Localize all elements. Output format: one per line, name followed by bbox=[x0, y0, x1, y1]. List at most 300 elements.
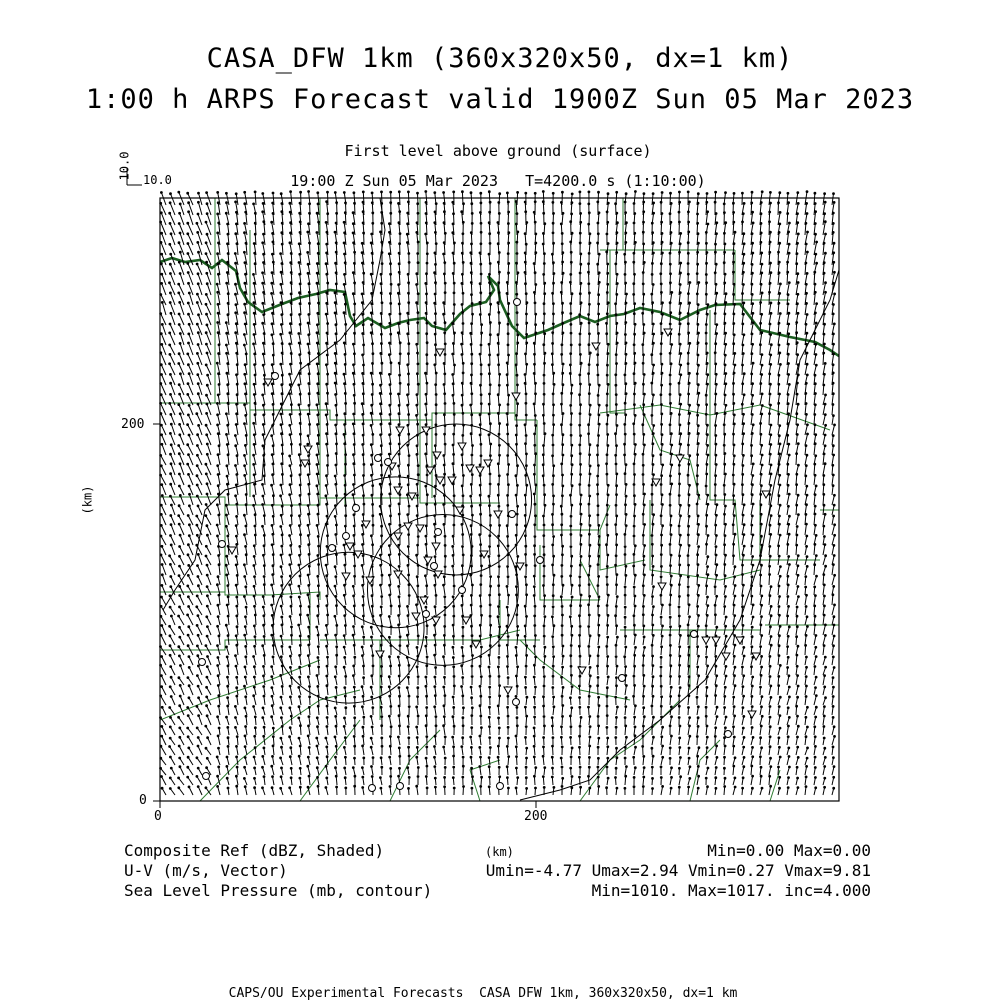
wind-vector-head bbox=[389, 313, 391, 315]
wind-vector-head bbox=[354, 565, 356, 567]
wind-vector-head bbox=[227, 596, 229, 598]
wind-vector-head bbox=[263, 333, 265, 335]
wind-vector-head bbox=[479, 314, 481, 316]
wind-vector-head bbox=[361, 626, 363, 628]
wind-vector-head bbox=[272, 645, 274, 647]
wind-vector-head bbox=[398, 586, 400, 588]
wind-vector-head bbox=[363, 716, 365, 718]
wind-vector-head bbox=[197, 403, 199, 405]
wind-vector-head bbox=[217, 263, 219, 265]
wind-vector-head bbox=[390, 191, 392, 193]
wind-vector-head bbox=[471, 454, 473, 456]
wind-vector bbox=[189, 657, 193, 665]
wind-vector-head bbox=[525, 554, 527, 556]
wind-vector bbox=[516, 545, 517, 555]
wind-vector-head bbox=[534, 302, 536, 304]
wind-vector-head bbox=[334, 312, 336, 314]
wind-vector bbox=[344, 595, 346, 605]
wind-vector-head bbox=[254, 777, 256, 779]
wind-vector-head bbox=[169, 354, 171, 356]
wind-vector-head bbox=[389, 404, 391, 406]
wind-vector-head bbox=[336, 786, 338, 788]
wind-vector-head bbox=[344, 364, 346, 366]
wind-vector-head bbox=[425, 191, 427, 193]
wind-vector-head bbox=[417, 544, 419, 546]
wind-vector-head bbox=[534, 433, 536, 435]
wind-vector-head bbox=[390, 202, 392, 204]
wind-vector-head bbox=[507, 253, 509, 255]
wind-vector bbox=[355, 203, 356, 215]
wind-vector-head bbox=[471, 223, 473, 225]
wind-vector-head bbox=[453, 615, 455, 617]
wind-vector-head bbox=[489, 201, 491, 203]
wind-vector-head bbox=[463, 475, 465, 477]
wind-vector-head bbox=[254, 233, 256, 235]
wind-vector bbox=[345, 213, 346, 225]
wind-vector-head bbox=[398, 203, 400, 205]
wind-vector-head bbox=[336, 495, 338, 497]
wind-vector-head bbox=[273, 495, 275, 497]
wind-vector bbox=[218, 666, 220, 676]
wind-vector-head bbox=[316, 626, 318, 628]
wind-vector bbox=[245, 405, 247, 415]
wind-vector bbox=[345, 304, 346, 315]
wind-vector-head bbox=[236, 785, 238, 787]
wind-vector-head bbox=[498, 384, 500, 386]
wind-vector-head bbox=[526, 584, 528, 586]
wind-vector-head bbox=[198, 314, 200, 316]
wind-vector-head bbox=[390, 736, 392, 738]
wind-vector bbox=[326, 486, 328, 496]
wind-vector-head bbox=[235, 584, 237, 586]
wind-vector-head bbox=[370, 626, 372, 628]
wind-vector-head bbox=[262, 445, 264, 447]
wind-vector bbox=[171, 424, 175, 435]
wind-vector-head bbox=[515, 201, 517, 203]
wind-vector-head bbox=[524, 625, 526, 627]
wind-vector-head bbox=[525, 475, 527, 477]
wind-vector-head bbox=[178, 575, 180, 577]
wind-vector-head bbox=[526, 484, 528, 486]
wind-vector-head bbox=[169, 323, 171, 325]
wind-vector-head bbox=[525, 665, 527, 667]
wind-vector-head bbox=[372, 485, 374, 487]
wind-vector-head bbox=[390, 768, 392, 770]
wind-vector-head bbox=[380, 615, 382, 617]
wind-vector-head bbox=[280, 363, 282, 365]
wind-vector-head bbox=[354, 745, 356, 747]
wind-vector-head bbox=[507, 656, 509, 658]
wind-vector-head bbox=[244, 596, 246, 598]
wind-vector-head bbox=[308, 373, 310, 375]
wind-vector-head bbox=[335, 767, 337, 769]
wind-vector-head bbox=[217, 535, 219, 537]
wind-vector-head bbox=[480, 243, 482, 245]
wind-vector bbox=[281, 515, 283, 525]
wind-vector-head bbox=[497, 412, 499, 414]
wind-vector-head bbox=[236, 596, 238, 598]
wind-vector-head bbox=[327, 465, 329, 467]
wind-vector bbox=[207, 606, 211, 615]
wind-vector-head bbox=[398, 615, 400, 617]
wind-vector-head bbox=[435, 725, 437, 727]
wind-vector-head bbox=[516, 262, 518, 264]
wind-vector-head bbox=[334, 707, 336, 709]
wind-vector-head bbox=[526, 342, 528, 344]
wind-vector bbox=[318, 635, 319, 645]
wind-vector-head bbox=[281, 243, 283, 245]
wind-vector-head bbox=[417, 474, 419, 476]
wind-vector-head bbox=[490, 455, 492, 457]
wind-vector bbox=[326, 565, 328, 575]
wind-vector-head bbox=[435, 344, 437, 346]
wind-vector bbox=[197, 446, 202, 456]
wind-vector bbox=[228, 315, 229, 325]
wind-vector-head bbox=[308, 334, 310, 336]
level-label: First level above ground (surface) bbox=[0, 144, 996, 159]
wind-vector-head bbox=[271, 716, 273, 718]
wind-vector-head bbox=[352, 767, 354, 769]
wind-vector-head bbox=[289, 384, 291, 386]
wind-vector-head bbox=[490, 443, 492, 445]
wind-vector-head bbox=[499, 271, 501, 273]
wind-vector-head bbox=[443, 253, 445, 255]
wind-vector-head bbox=[526, 465, 528, 467]
wind-vector-head bbox=[198, 715, 200, 717]
wind-vector-head bbox=[235, 727, 237, 729]
wind-vector-head bbox=[354, 474, 356, 476]
wind-vector-head bbox=[300, 725, 302, 727]
wind-vector-head bbox=[217, 474, 219, 476]
wind-vector-head bbox=[178, 453, 180, 455]
wind-vector-head bbox=[188, 786, 190, 788]
wind-vector-head bbox=[245, 211, 247, 213]
wind-vector-head bbox=[407, 212, 409, 214]
wind-vector-head bbox=[344, 274, 346, 276]
wind-vector-head bbox=[435, 394, 437, 396]
wind-vector-head bbox=[263, 675, 265, 677]
wind-vector bbox=[318, 354, 319, 366]
wind-vector-head bbox=[452, 444, 454, 446]
wind-vector-head bbox=[389, 594, 391, 596]
wind-vector-head bbox=[217, 253, 219, 255]
wind-vector bbox=[353, 676, 355, 685]
wind-vector-head bbox=[379, 393, 381, 395]
wind-vector-head bbox=[225, 212, 227, 214]
wind-vector-head bbox=[227, 615, 229, 617]
wind-vector-head bbox=[363, 503, 365, 505]
wind-vector-head bbox=[406, 233, 408, 235]
wind-vector-head bbox=[489, 737, 491, 739]
wind-vector-head bbox=[179, 413, 181, 415]
wind-vector-head bbox=[187, 634, 189, 636]
wind-vector-head bbox=[343, 594, 345, 596]
wind-vector-head bbox=[524, 261, 526, 263]
wind-vector-head bbox=[407, 242, 409, 244]
wind-vector bbox=[318, 514, 319, 525]
wind-vector-head bbox=[498, 505, 500, 507]
wind-vector-head bbox=[271, 765, 273, 767]
wind-vector-head bbox=[407, 767, 409, 769]
wind-vector-head bbox=[308, 585, 310, 587]
wind-vector-head bbox=[498, 484, 500, 486]
wind-vector bbox=[381, 585, 383, 595]
wind-vector bbox=[272, 605, 274, 615]
wind-vector-head bbox=[434, 606, 436, 608]
wind-vector-head bbox=[179, 695, 181, 697]
wind-vector-head bbox=[244, 676, 246, 678]
wind-vector bbox=[516, 365, 517, 375]
wind-vector bbox=[435, 504, 436, 515]
wind-vector-head bbox=[470, 484, 472, 486]
wind-vector-head bbox=[353, 343, 355, 345]
wind-vector bbox=[435, 625, 436, 635]
wind-vector-head bbox=[244, 707, 246, 709]
wind-vector bbox=[309, 514, 311, 525]
wind-vector-head bbox=[417, 312, 419, 314]
wind-vector-head bbox=[517, 777, 519, 779]
wind-vector-head bbox=[271, 676, 273, 678]
wind-vector-head bbox=[389, 656, 391, 658]
wind-vector-head bbox=[299, 372, 301, 374]
wind-vector-head bbox=[380, 787, 382, 789]
wind-vector bbox=[226, 414, 229, 425]
wind-vector-head bbox=[198, 192, 200, 194]
wind-vector-head bbox=[290, 302, 292, 304]
wind-vector bbox=[207, 494, 211, 505]
wind-vector-head bbox=[327, 282, 329, 284]
wind-vector bbox=[170, 747, 175, 756]
wind-vector-head bbox=[480, 605, 482, 607]
wind-vector-head bbox=[344, 687, 346, 689]
wind-vector-head bbox=[299, 575, 301, 577]
wind-vector-head bbox=[170, 564, 172, 566]
wind-vector-head bbox=[345, 303, 347, 305]
wind-vector bbox=[272, 585, 274, 595]
wind-vector-head bbox=[381, 212, 383, 214]
wind-vector-head bbox=[452, 657, 454, 659]
wind-vector-head bbox=[354, 775, 356, 777]
wind-vector-head bbox=[179, 705, 181, 707]
wind-vector-head bbox=[497, 616, 499, 618]
wind-vector bbox=[336, 555, 337, 565]
wind-vector-head bbox=[344, 767, 346, 769]
wind-vector-head bbox=[507, 333, 509, 335]
wind-vector bbox=[188, 737, 193, 745]
wind-vector-head bbox=[417, 687, 419, 689]
wind-vector-head bbox=[353, 535, 355, 537]
wind-vector-head bbox=[236, 516, 238, 518]
wind-vector-head bbox=[335, 716, 337, 718]
wind-vector-head bbox=[280, 484, 282, 486]
title-line-2: 1:00 h ARPS Forecast valid 1900Z Sun 05 Mar 2023 bbox=[0, 86, 1000, 113]
wind-vector bbox=[207, 636, 211, 645]
wind-vector-head bbox=[235, 262, 237, 264]
wind-vector-head bbox=[417, 767, 419, 769]
wind-vector-head bbox=[254, 636, 256, 638]
wind-vector bbox=[180, 547, 184, 556]
wind-vector-head bbox=[417, 536, 419, 538]
wind-vector-head bbox=[263, 475, 265, 477]
wind-vector-head bbox=[434, 706, 436, 708]
wind-vector-head bbox=[289, 494, 291, 496]
wind-vector-head bbox=[444, 566, 446, 568]
wind-vector-head bbox=[370, 444, 372, 446]
wind-vector bbox=[354, 515, 355, 525]
wind-vector-head bbox=[390, 706, 392, 708]
wind-vector-head bbox=[271, 334, 273, 336]
wind-vector-head bbox=[161, 545, 163, 547]
wind-vector-head bbox=[316, 454, 318, 456]
wind-vector-head bbox=[316, 282, 318, 284]
wind-vector-head bbox=[236, 676, 238, 678]
wind-vector-head bbox=[353, 444, 355, 446]
wind-vector-head bbox=[196, 495, 198, 497]
wind-vector-head bbox=[290, 282, 292, 284]
wind-vector-head bbox=[426, 293, 428, 295]
wind-vector-head bbox=[206, 413, 208, 415]
wind-vector-head bbox=[343, 726, 345, 728]
wind-vector-head bbox=[462, 435, 464, 437]
wind-vector-head bbox=[235, 665, 237, 667]
wind-vector-head bbox=[196, 625, 198, 627]
wind-vector-head bbox=[389, 505, 391, 507]
wind-vector-head bbox=[254, 676, 256, 678]
wind-vector-head bbox=[299, 484, 301, 486]
wind-vector-head bbox=[160, 212, 162, 214]
wind-vector-head bbox=[161, 585, 163, 587]
wind-vector-head bbox=[335, 483, 337, 485]
wind-vector-head bbox=[425, 424, 427, 426]
wind-vector-head bbox=[253, 565, 255, 567]
wind-vector bbox=[309, 303, 310, 315]
wind-vector-head bbox=[280, 495, 282, 497]
wind-vector bbox=[255, 415, 256, 425]
wind-vector-head bbox=[326, 726, 328, 728]
wind-vector bbox=[471, 605, 472, 615]
wind-vector bbox=[409, 354, 410, 365]
wind-vector-head bbox=[290, 655, 292, 657]
wind-vector-head bbox=[187, 233, 189, 235]
wind-vector-head bbox=[336, 654, 338, 656]
wind-vector-head bbox=[299, 292, 301, 294]
wind-vector-head bbox=[453, 676, 455, 678]
wind-vector bbox=[179, 647, 184, 655]
wind-vector-head bbox=[416, 273, 418, 275]
wind-vector-head bbox=[453, 755, 455, 757]
wind-vector-head bbox=[534, 353, 536, 355]
wind-vector-head bbox=[353, 192, 355, 194]
wind-vector-head bbox=[170, 676, 172, 678]
wind-vector-head bbox=[372, 655, 374, 657]
wind-vector-head bbox=[353, 454, 355, 456]
wind-vector-head bbox=[196, 544, 198, 546]
wind-vector-head bbox=[290, 232, 292, 234]
wind-vector-head bbox=[480, 455, 482, 457]
wind-vector-head bbox=[326, 777, 328, 779]
wind-vector-head bbox=[206, 313, 208, 315]
wind-vector-head bbox=[326, 424, 328, 426]
wind-vector-head bbox=[298, 687, 300, 689]
wind-vector-head bbox=[254, 483, 256, 485]
wind-vector-head bbox=[488, 222, 490, 224]
wind-vector-head bbox=[425, 372, 427, 374]
wind-vector-head bbox=[308, 455, 310, 457]
wind-vector-head bbox=[170, 312, 172, 314]
wind-vector-head bbox=[399, 695, 401, 697]
ref-vector-v-label: 10.0 bbox=[118, 152, 130, 181]
wind-vector bbox=[345, 616, 346, 625]
wind-vector-head bbox=[417, 241, 419, 243]
wind-vector-head bbox=[334, 516, 336, 518]
wind-vector bbox=[471, 283, 472, 296]
wind-vector-head bbox=[453, 433, 455, 435]
wind-vector bbox=[499, 323, 500, 335]
wind-vector-head bbox=[479, 484, 481, 486]
wind-vector bbox=[480, 596, 481, 605]
wind-vector bbox=[161, 647, 167, 655]
wind-vector-head bbox=[198, 585, 200, 587]
wind-vector-head bbox=[526, 757, 528, 759]
wind-vector-head bbox=[227, 363, 229, 365]
wind-vector-head bbox=[470, 252, 472, 254]
wind-vector-head bbox=[236, 243, 238, 245]
wind-vector-head bbox=[371, 535, 373, 537]
wind-vector-head bbox=[498, 566, 500, 568]
wind-vector-head bbox=[389, 715, 391, 717]
wind-vector-head bbox=[327, 656, 329, 658]
wind-vector-head bbox=[217, 465, 219, 467]
wind-vector-head bbox=[371, 303, 373, 305]
wind-vector bbox=[180, 696, 184, 705]
wind-vector-head bbox=[461, 605, 463, 607]
wind-vector-head bbox=[425, 757, 427, 759]
wind-vector-head bbox=[245, 393, 247, 395]
wind-vector-head bbox=[461, 252, 463, 254]
wind-vector-head bbox=[187, 585, 189, 587]
wind-vector-head bbox=[526, 322, 528, 324]
wind-vector-head bbox=[188, 313, 190, 315]
title-line-1: CASA_DFW 1km (360x320x50, dx=1 km) bbox=[0, 45, 1000, 72]
wind-vector bbox=[300, 645, 301, 655]
wind-vector-head bbox=[218, 514, 220, 516]
wind-vector bbox=[327, 504, 328, 515]
wind-vector-head bbox=[334, 372, 336, 374]
wind-vector-head bbox=[236, 403, 238, 405]
wind-vector-head bbox=[227, 393, 229, 395]
wind-vector-head bbox=[479, 504, 481, 506]
wind-vector-head bbox=[497, 756, 499, 758]
wind-vector-head bbox=[197, 737, 199, 739]
wind-vector-head bbox=[316, 404, 318, 406]
wind-vector bbox=[490, 444, 491, 455]
wind-vector-head bbox=[370, 737, 372, 739]
wind-vector-head bbox=[345, 515, 347, 517]
wind-vector bbox=[345, 364, 346, 375]
wind-vector-head bbox=[281, 203, 283, 205]
wind-vector bbox=[264, 585, 265, 595]
wind-vector bbox=[363, 585, 364, 595]
wind-vector-head bbox=[426, 787, 428, 789]
wind-vector-head bbox=[227, 314, 229, 316]
wind-vector bbox=[207, 596, 211, 605]
wind-vector-head bbox=[187, 727, 189, 729]
wind-vector-head bbox=[472, 655, 474, 657]
wind-vector-head bbox=[344, 262, 346, 264]
wind-vector-head bbox=[207, 374, 209, 376]
wind-vector-head bbox=[227, 253, 229, 255]
wind-vector bbox=[254, 696, 256, 705]
